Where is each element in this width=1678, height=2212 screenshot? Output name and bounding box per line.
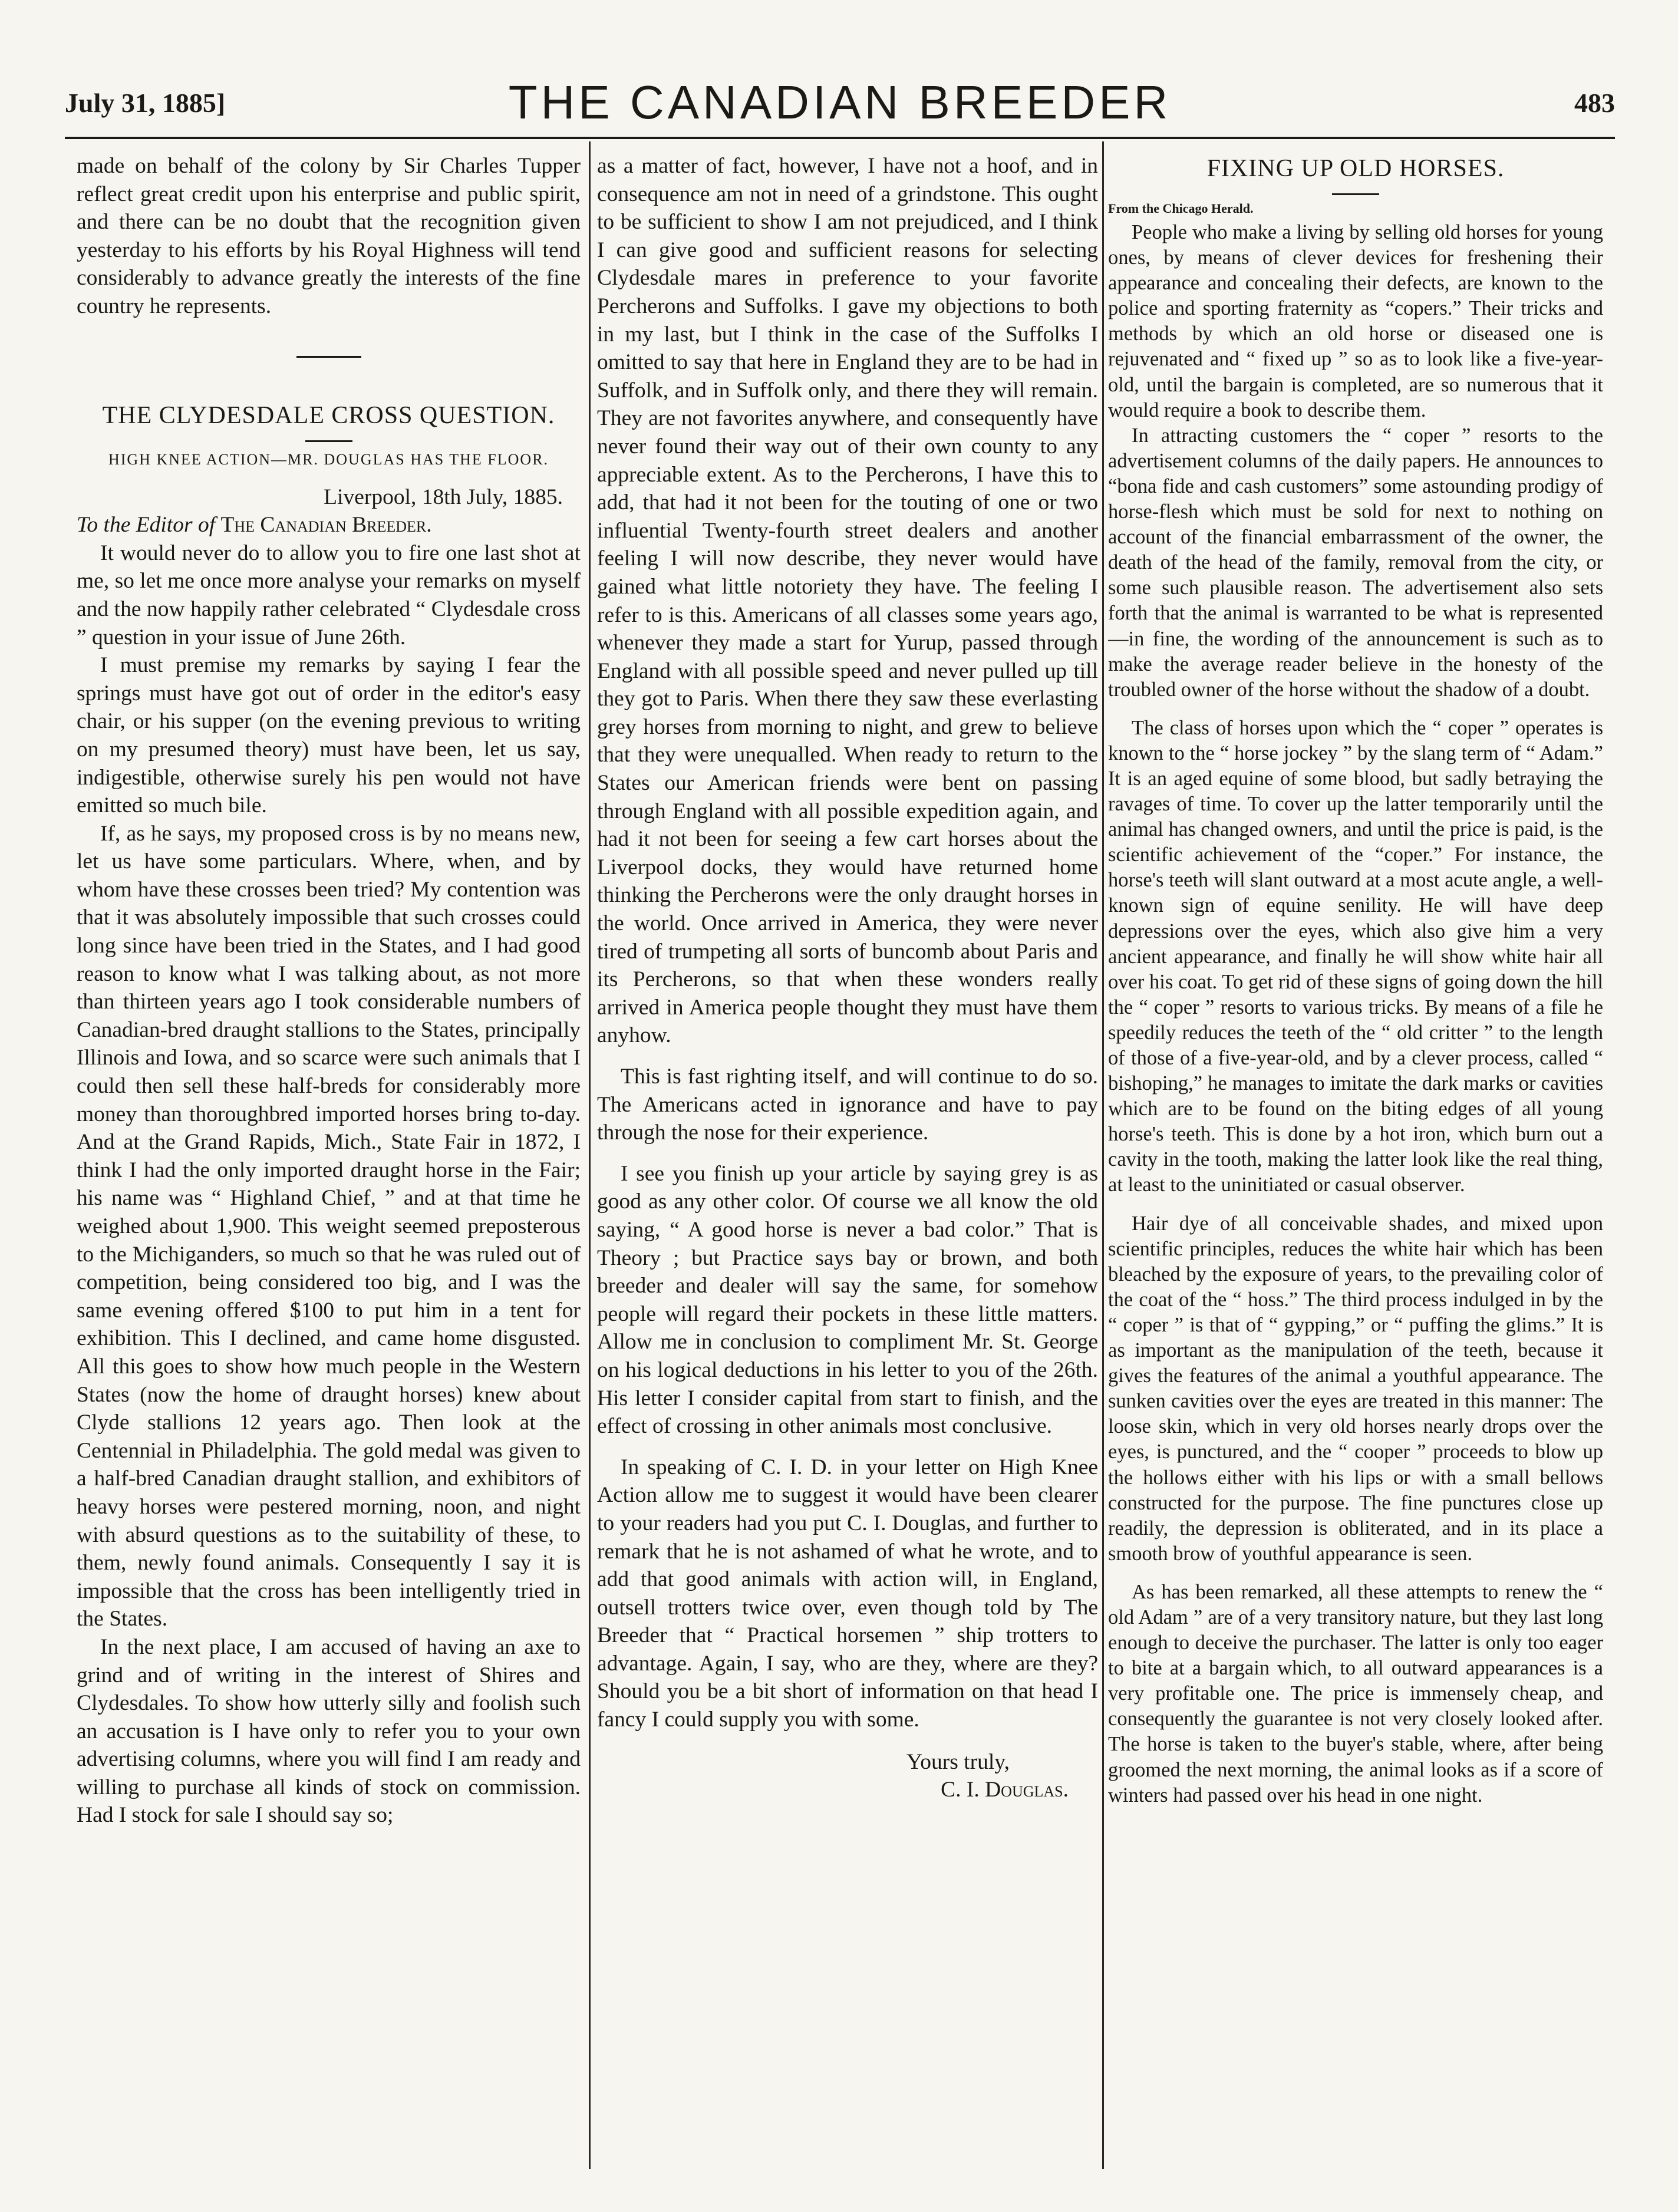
dateline: Liverpool, 18th July, 1885. — [324, 484, 563, 509]
paragraph: I must premise my remarks by saying I fear the springs must have got out of order in the editor's easy chair, or his supper (on the evening previous to writing on my presumed theory) must have been, let us say, indigestible, otherwise surely his pen would not have emitted so much bile. — [77, 653, 581, 818]
paragraph: People who make a living by selling old horses for young ones, by means of clever devices for freshening their appearance and concealing their defects, are known to the police and sporting fraternity as “copers.” Their tricks and methods by which an old horse or diseased one is rejuvenated and “ fixed up ” so as to look like a five-year-old, until the bargain is completed, are so numerous that it would require a book to describe them. — [1108, 221, 1603, 421]
continued-paragraph: made on behalf of the colony by Sir Charles Tupper reflect great credit upon his enterprise and public spirit, and there can be no doubt that the recognition given yesterday to his efforts by his Royal Highness will tend considerably to advance greatly the interests of the fine country he represents. — [77, 154, 581, 318]
column-divider — [1102, 141, 1104, 2169]
salutation — [77, 511, 581, 539]
section-rule — [296, 356, 361, 358]
column-1 — [77, 152, 581, 2174]
paragraph: This is fast righting itself, and will continue to do so. The Americans acted in ignorance and have to pay through the nose for their experience. — [597, 1064, 1098, 1145]
page-header — [65, 70, 1615, 134]
salutation-lead: To the Editor of — [77, 513, 216, 538]
column-3 — [1108, 152, 1603, 2174]
page-number: 483 — [1574, 88, 1615, 118]
paragraph: In speaking of C. I. D. in your letter on High Knee Action allow me to suggest it would have been clearer to your readers had you put C. I. Douglas, and further to remark that he is not ashamed of what he wrote, and to add that good animals with action will, in England, outsell trotters twice over, even though told by The Breeder that “ Practical horsemen ” ship trotters to advantage. Again, I say, who are they, where are they? Should you be a bit short of information on that head I fancy I could supply you with some. — [597, 1455, 1098, 1732]
paragraph: I see you finish up your article by saying grey is as good as any other color. Of course we all know the old saying, “ A good horse is never a bad color.” That is Theory ; but Practice says bay or brown, and both breeder and dealer will say the same, for somehow people will regard their pockets in these little matters. Allow me in conclusion to compliment Mr. St. George on his logical deductions in his letter to you of the 26th. His letter I consider capital from start to finish, and the effect of crossing in other animals most conclusive. — [597, 1161, 1098, 1439]
headline-rule — [305, 440, 352, 442]
article-headline: THE CLYDESDALE CROSS QUESTION. — [102, 401, 555, 429]
column-divider — [589, 141, 591, 2169]
paragraph: The class of horses upon which the “ coper ” operates is known to the “ horse jockey ” by the slang term of “ Adam.” It is an aged equine of some blood, but sadly betraying the ravages of time. To cover up the latter temporarily until the animal has changed owners, and until the price is paid, is the scientific achievement of the “coper.” For instance, the horse's teeth will slant outward at a most acute angle, a well-known sign of equine senility. He will have deep depressions over the eyes, which also give him a very ancient appearance, and finally he will show white hair all over his coat. To get rid of these signs of going down the hill the “ coper ” resorts to various tricks. By means of a file he speedily reduces the teeth of the “ old critter ” to the length of those of a five-year-old, and by a clever process, called “ bishoping,” he manages to imitate the dark marks or cavities which are to be found on the biting edges of all young horse's teeth. This is done by a hot iron, which burn out a cavity in the tooth, making the latter look like the real thing, at least to the uninitiated or casual observer. — [1108, 716, 1603, 1196]
salutation-name: The Canadian Breeder. — [220, 513, 432, 538]
article-source: From the Chicago Herald. — [1108, 201, 1254, 216]
masthead-title: THE CANADIAN BREEDER — [508, 76, 1172, 128]
article-subhead: HIGH KNEE ACTION—MR. DOUGLAS HAS THE FLOOR. — [108, 450, 549, 468]
issue-date: July 31, 1885] — [65, 88, 226, 118]
paragraph: as a matter of fact, however, I have not a hoof, and in consequence am not in need of a grindstone. This ought to be sufficient to show I am not prejudiced, and I think I can give good and sufficient reasons for selecting Clydesdale mares in preference to your favorite Percherons and Suffolks. I gave my objections to both in my last, but I think in the case of the Suffolks I omitted to say that here in England they are to be had in Suffolk, and in Suffolk only, and there they will remain. They are not favorites anywhere, and consequently have never found their way out of their own county to any appreciable extent. As to the Percherons, I have this to add, that had it not been for the touting of one or two influential Twenty-fourth street dealers and another feeling I will now describe, they never would have gained what little notoriety they have. The feeling I refer to is this. Americans of all classes some years ago, whenever they made a start for Yurup, passed through England with all possible speed and never pulled up till they got to Paris. When there they saw these everlasting grey horses from morning to night, and grew to believe that they were unequalled. When ready to return to the States our American friends were bent on passing through England with all possible expedition again, and had it not been for seeing a few cart horses about the Liverpool docks, they would have returned home thinking the Percherons were the only draught horses in the world. Once arrived in America, they were never tired of trumpeting all sorts of buncomb about Paris and its Percherons, so that when these wonders really arrived in America people thought they must have them anyhow. — [597, 154, 1098, 1048]
paragraph: As has been remarked, all these attempts to renew the “ old Adam ” are of a very transitory nature, but they last long enough to deceive the purchaser. The latter is only too eager to bite at a bargain which, to all outward appearances is a very profitable one. The price is immensely cheap, and consequently the guarantee is not very closely looked after. The horse is taken to the buyer's stable, where, after being groomed the next morning, the animal looks as if a score of winters had passed over his head in one night. — [1108, 1580, 1603, 1806]
article-headline: FIXING UP OLD HORSES. — [1206, 155, 1505, 182]
letter-closing: Yours truly, — [906, 1749, 1010, 1774]
paragraph: In the next place, I am accused of having an axe to grind and of writing in the interest of Shires and Clydesdales. To show how utterly silly and foolish such an accusation is I have only to refer you to your own advertising columns, where you will find I am ready and willing to purchase all kinds of stock on commission. Had I stock for sale I should say so; — [77, 1634, 581, 1828]
paragraph: In attracting customers the “ coper ” resorts to the advertisement columns of the daily papers. He announces to “bona fide and cash customers” some astounding prodigy of horse-flesh which must be sold for next to nothing on account of the financial embarrassment of the owner, the death of the head of the family, removal from the city, or some such plausible reason. The advertisement also sets forth that the animal is warranted to be what is represented—in fine, the wording of the announcement is such as to make the average reader believe in the honesty of the troubled owner of the horse without the shadow of a doubt. — [1108, 424, 1603, 701]
header-rule — [65, 137, 1615, 139]
paragraph: If, as he says, my proposed cross is by no means new, let us have some particulars. Where, when, and by whom have these crosses been tried? My contention was that it was absolutely impossible that such crosses could long since have been tried in the States, and I had good reason to know what I was talking about, as not more than thirteen years ago I took considerable numbers of Canadian-bred draught stallions to the States, principally Illinois and Iowa, and so scarce were such animals that I could then sell these half-breds for considerably more money than thoroughbred imported horses bring to-day. And at the Grand Rapids, Mich., State Fair in 1872, I think I had the only imported draught horse in the Fair; his name was “ Highland Chief, ” and at that time he weighed about 1,900. This weight seemed preposterous to the Michiganders, so much so that he was ruled out of competition, being considered too big, and I was the same evening offered $100 to put him in a tent for exhibition. This I declined, and came home disgusted. All this goes to show how much people in the Western States (now the home of draught horses) knew about Clyde stallions 12 years ago. Then look at the Centennial in Philadelphia. The gold medal was given to a half-bred Canadian draught stallion, and exhibitors of heavy horses were pestered morning, noon, and night with absurd questions as to the suitability of these, to them, newly found animals. Consequently I say it is impossible that the cross has been intelligently tried in the States. — [77, 821, 581, 1631]
column-2 — [597, 152, 1098, 2174]
paragraph: It would never do to allow you to fire one last shot at me, so let me once more analyse your remarks on myself and the now happily rather celebrated “ Clydesdale cross ” question in your issue of June 26th. — [77, 540, 581, 650]
headline-rule — [1332, 193, 1379, 195]
letter-signature: C. I. Douglas. — [941, 1778, 1069, 1802]
paragraph: Hair dye of all conceivable shades, and mixed upon scientific principles, reduces the white hair which has been bleached by the exposure of years, to the prevailing color of the coat of the “ hoss.” The third process indulged in by the “ coper ” is that of “ gypping,” or “ puffing the glims.” It is as important as the manipulation of the teeth, because it gives the features of the animal a youthful appearance. The sunken cavities over the eyes are treated in this manner: The loose skin, which in very old horses nearly drops over the eyes, is punctured, and the “ cooper ” proceeds to blow up the hollows either with his lips or with a small bellows constructed for the purpose. The fine punctures close up readily, the depression is obliterated, and in its place a smooth brow of youthful appearance is seen. — [1108, 1212, 1603, 1565]
